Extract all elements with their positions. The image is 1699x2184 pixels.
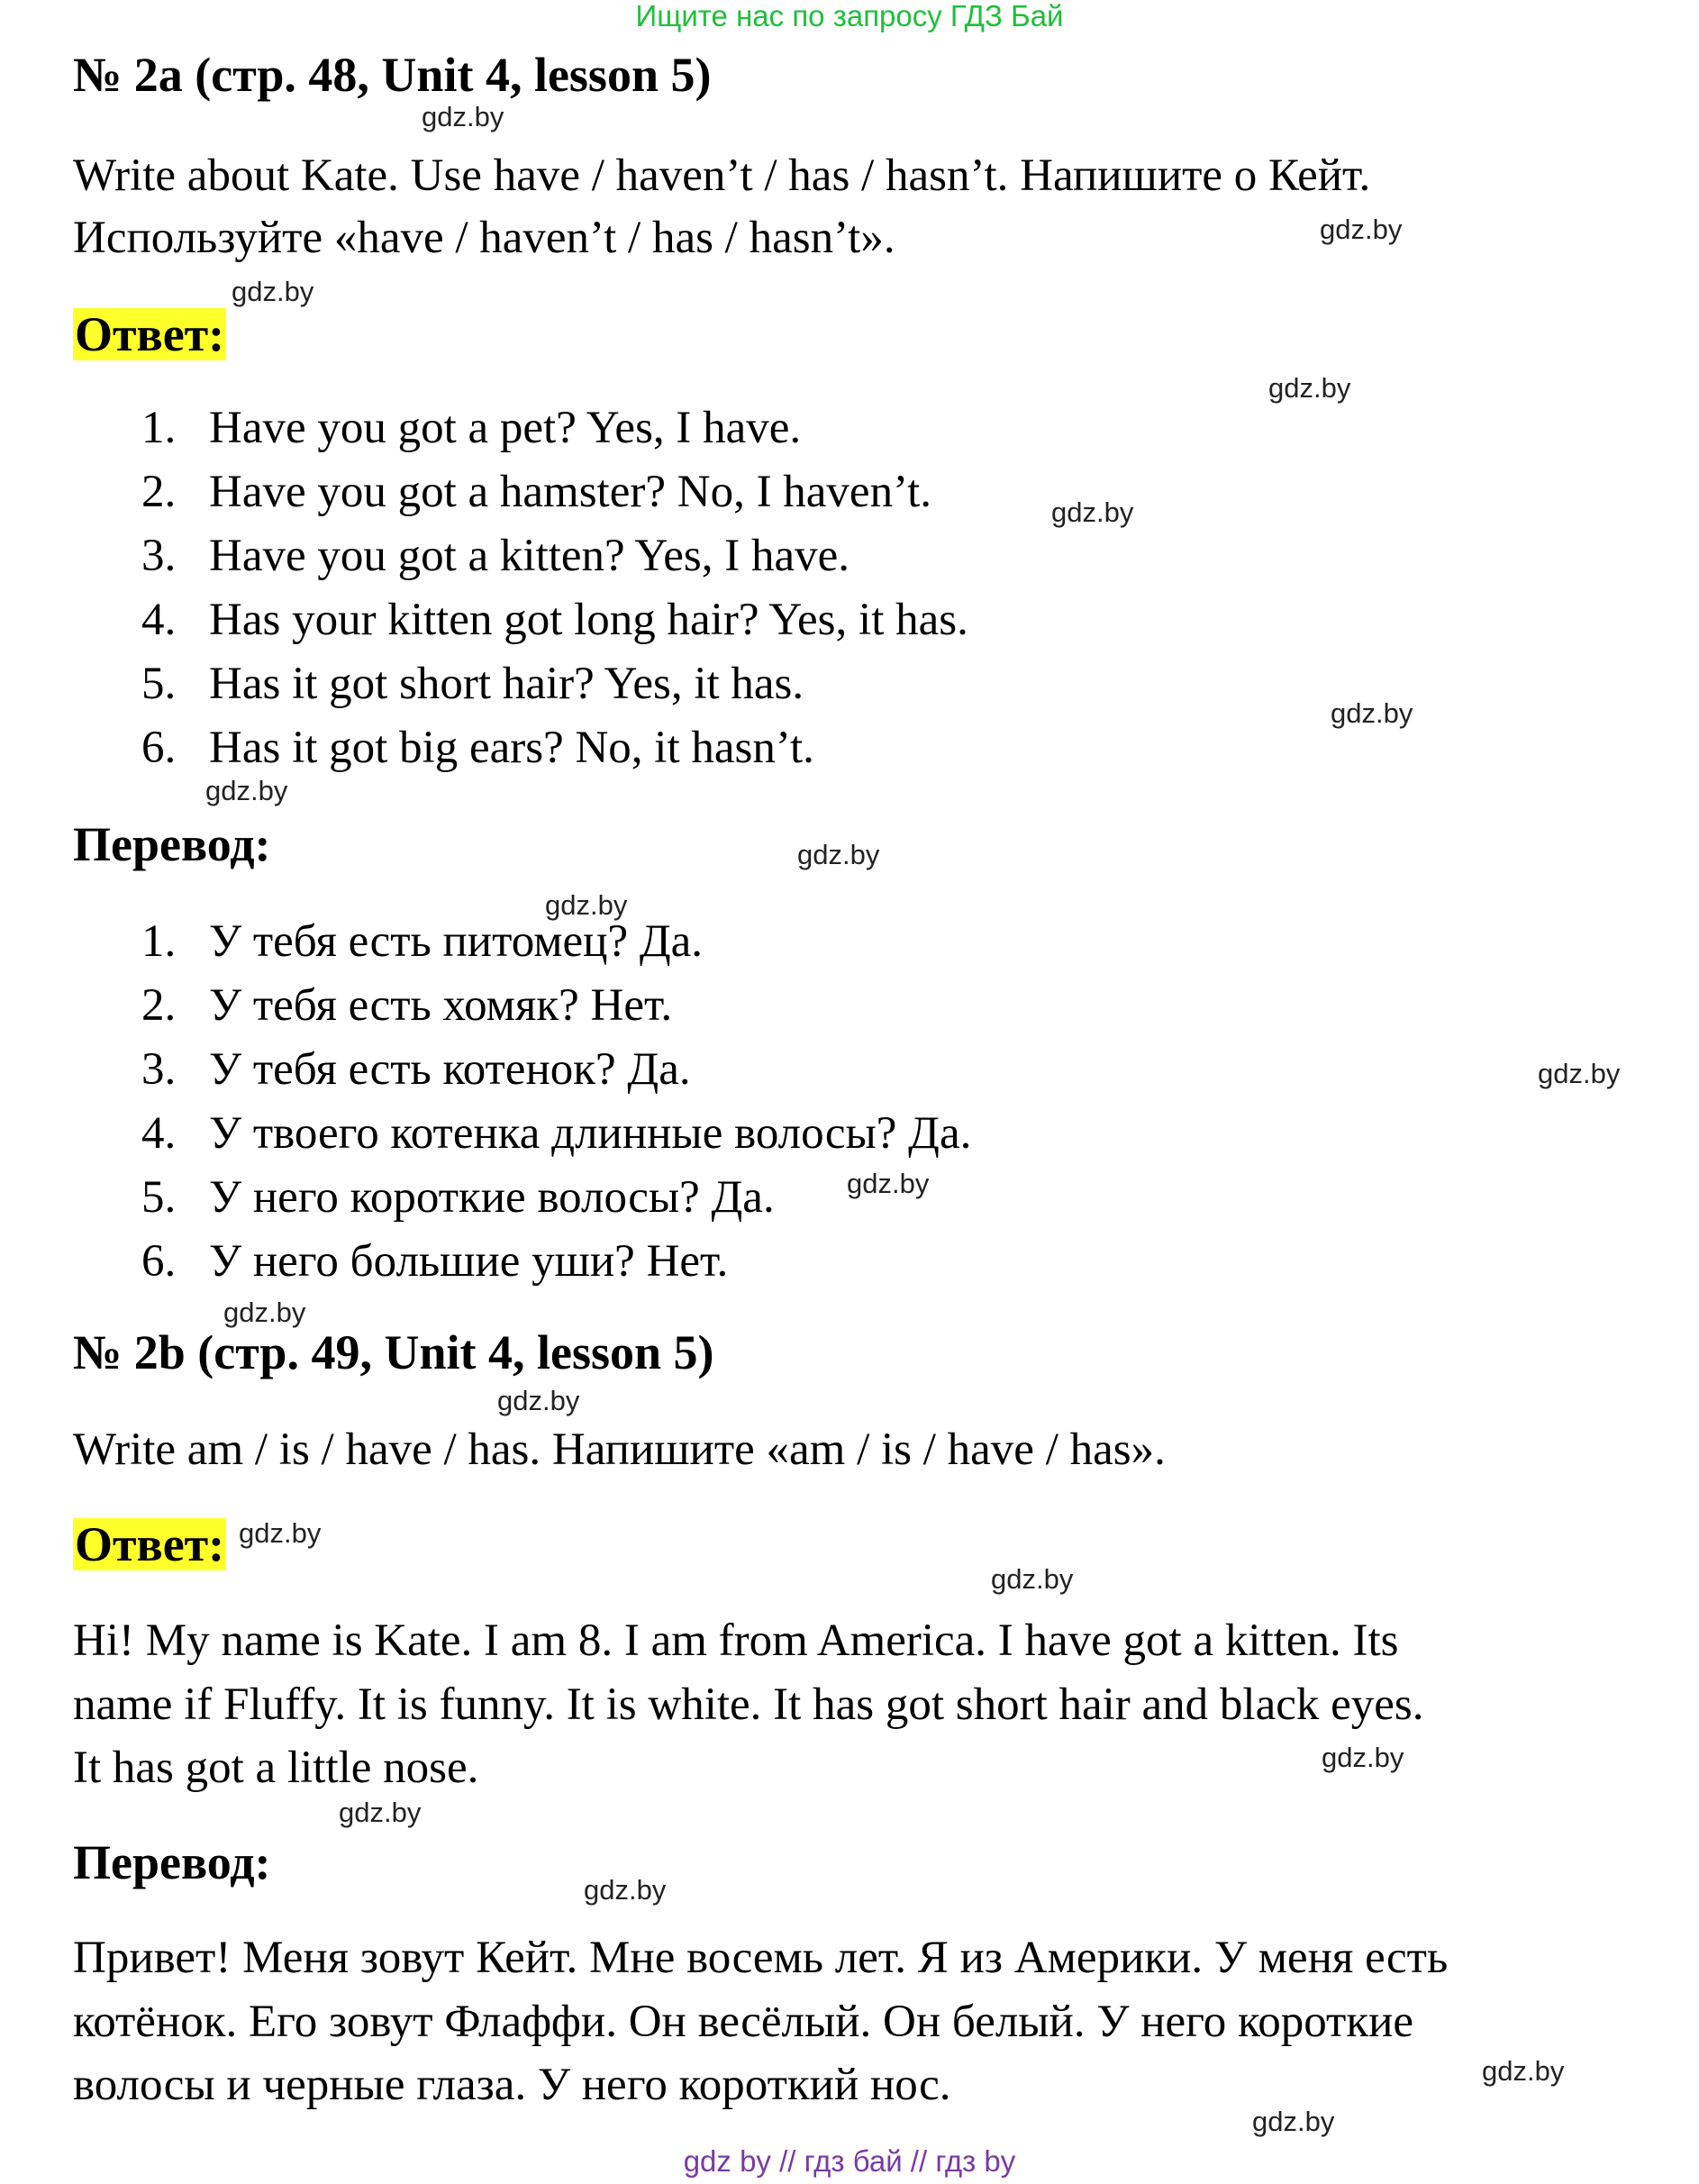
list-item-number: 2. (141, 467, 177, 517)
watermark: gdz.by (1320, 214, 1403, 245)
task-b-title: № 2b (стр. 49, Unit 4, lesson 5) (73, 1325, 714, 1379)
watermark: gdz.by (422, 101, 504, 132)
list-item-number: 4. (141, 595, 177, 645)
task-a-translation-label: Перевод: (73, 817, 271, 871)
watermark: gdz.by (1322, 1742, 1404, 1773)
watermark: gdz.by (1268, 372, 1351, 404)
watermark: gdz.by (497, 1385, 580, 1416)
list-item-text: У тебя есть котенок? Да. (209, 1044, 691, 1095)
footer-links: gdz by // гдз бай // гдз by (683, 2144, 1016, 2178)
list-item-text: Has it got short hair? Yes, it has. (209, 659, 804, 709)
watermark: gdz.by (339, 1797, 422, 1828)
watermark: gdz.by (847, 1168, 930, 1199)
task-a-answer-label: Ответ: (75, 307, 225, 361)
task-b-translation-line1: Привет! Меня зовут Кейт. Мне восемь лет. Я из Америки. У меня есть (73, 1933, 1449, 1983)
task-a-title: № 2а (стр. 48, Unit 4, lesson 5) (73, 48, 712, 102)
watermark: gdz.by (991, 1563, 1074, 1595)
list-item-number: 1. (141, 403, 177, 453)
list-item-number: 3. (141, 531, 177, 581)
watermark: gdz.by (1482, 2055, 1565, 2087)
list-item-number: 1. (141, 916, 177, 967)
list-item-number: 5. (141, 659, 177, 709)
list-item-text: У него короткие волосы? Да. (209, 1172, 775, 1223)
watermark: gdz.by (1051, 496, 1134, 528)
list-item-text: У него большие уши? Нет. (209, 1236, 729, 1287)
list-item-number: 4. (141, 1108, 177, 1159)
task-a-instruction-line1: Write about Kate. Use have / haven’t / has / hasn’t. Напишите о Кейт. (73, 150, 1371, 201)
task-b-translation-label: Перевод: (73, 1835, 271, 1889)
watermark: gdz.by (797, 839, 880, 870)
task-b-translation-line2: котёнок. Его зовут Флаффи. Он весёлый. Он белый. У него короткие (73, 1997, 1414, 2047)
watermark: gdz.by (205, 775, 288, 806)
task-b-answer-line3: It has got a little nose. (73, 1743, 479, 1793)
task-b-answer-line2: name if Fluffy. It is funny. It is white. It has got short hair and black eyes. (73, 1679, 1424, 1730)
task-b-answer-line1: Hi! My name is Kate. I am 8. I am from America. I have got a kitten. Its (73, 1615, 1399, 1666)
list-item-number: 3. (141, 1044, 177, 1095)
list-item-number: 6. (141, 723, 177, 773)
watermark: gdz.by (584, 1874, 667, 1906)
watermark: gdz.by (232, 276, 314, 307)
list-item-text: Have you got a kitten? Yes, I have. (209, 531, 850, 581)
task-b-translation-line3: волосы и черные глаза. У него короткий нос. (73, 2060, 951, 2110)
watermark: gdz.by (223, 1297, 306, 1328)
list-item-text: У тебя есть хомяк? Нет. (209, 980, 673, 1031)
watermark: gdz.by (239, 1517, 322, 1549)
list-item-text: Has your kitten got long hair? Yes, it has. (209, 595, 968, 645)
watermark: gdz.by (545, 889, 628, 921)
list-item-text: У тебя есть питомец? Да. (209, 916, 704, 967)
watermark: gdz.by (1252, 2106, 1335, 2137)
list-item-number: 5. (141, 1172, 177, 1223)
watermark: gdz.by (1538, 1058, 1621, 1089)
list-item-text: Have you got a pet? Yes, I have. (209, 403, 802, 453)
top-banner: Ищите нас по запросу ГДЗ Бай (635, 0, 1064, 32)
watermark: gdz.by (1331, 697, 1413, 729)
task-b-instruction: Write am / is / have / has. Напишите «am / is / have / has». (73, 1424, 1166, 1475)
task-b-answer-label: Ответ: (75, 1517, 225, 1571)
list-item-text: У твоего котенка длинные волосы? Да. (209, 1108, 972, 1159)
list-item-text: Has it got big ears? No, it hasn’t. (209, 723, 814, 773)
list-item-number: 6. (141, 1236, 177, 1287)
list-item-number: 2. (141, 980, 177, 1031)
list-item-text: Have you got a hamster? No, I haven’t. (209, 467, 932, 517)
task-a-instruction-line2: Используйте «have / haven’t / has / hasn’t». (73, 213, 895, 263)
